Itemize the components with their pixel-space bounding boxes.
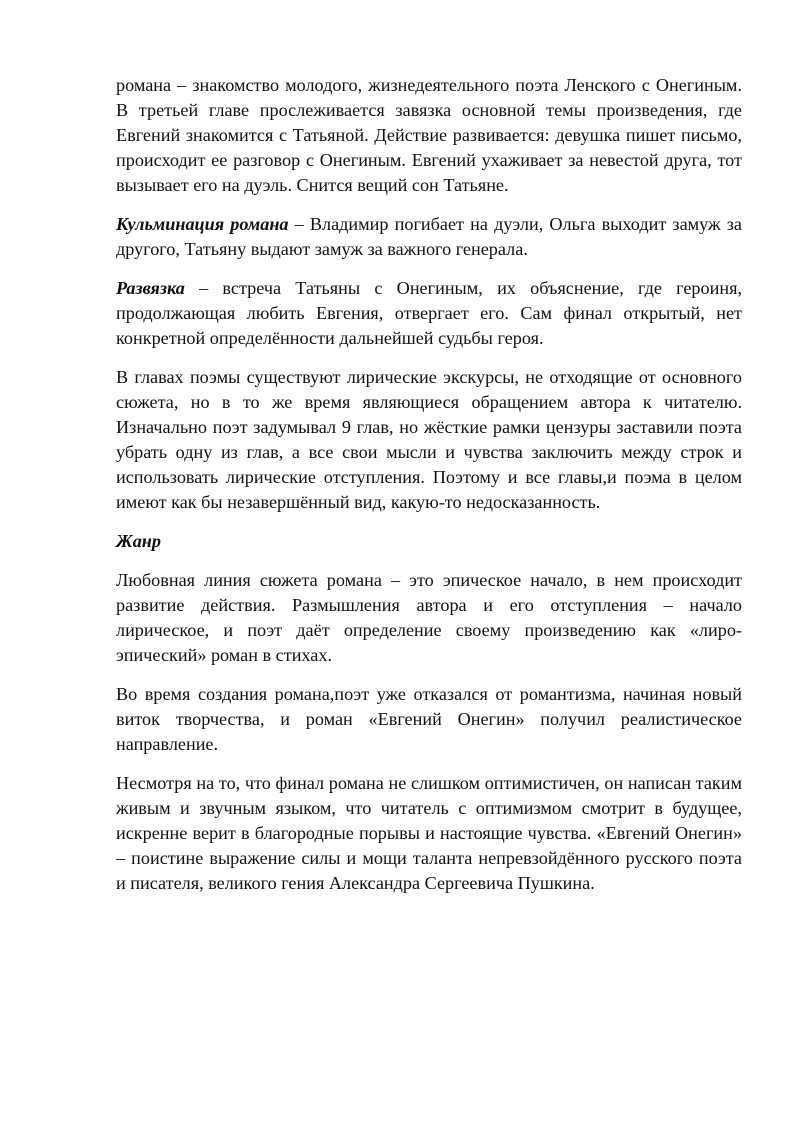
paragraph-climax <box>116 212 742 262</box>
paragraph-denouement <box>116 276 742 351</box>
paragraph-plot-development: романа – знакомство молодого, жизнедеятельного поэта Ленского с Онегиным. В третьей главе прослеживается завязка основной темы произведения, где Евгений знакомится с Татьяной. Действие развивается: девушка пишет письмо, происходит ее разговор с Онегиным. Евгений ухаживает за невестой друга, тот вызывает его на дуэль. Снится вещий сон Татьяне. <box>116 75 742 195</box>
term-climax: Кульминация романа <box>116 214 289 234</box>
climax-text: – Владимир погибает на дуэли, Ольга выходит замуж за другого, Татьяну выдают замуж за важного генерала. <box>116 214 742 259</box>
denouement-text: – встреча Татьяны с Онегиным, их объяснение, где героиня, продолжающая любить Евгения, отвергает его. Сам финал открытый, нет конкретной определённости дальнейшей судьбы героя. <box>116 278 742 348</box>
term-denouement: Развязка <box>116 278 185 298</box>
paragraph-lyrical-digressions: В главах поэмы существуют лирические экскурсы, не отходящие от основного сюжета, но в то же время являющиеся обращением автора к читателю. Изначально поэт задумывал 9 глав, но жёсткие рамки цензуры заставили поэта убрать одну из глав, а все свои мысли и чувства заключить между строк и использовать лирические отступления. Поэтому и все главы,и поэма в целом имеют как бы незавершённый вид, какую-то недосказанность. <box>116 367 742 512</box>
paragraph-genre-love-line: Любовная линия сюжета романа – это эпическое начало, в нем происходит развитие действия. Размышления автора и его отступления – начало лирическое, и поэт даёт определение своему произведению как «лиро-эпический» роман в стихах. <box>116 570 742 665</box>
paragraph-genre-realism: Во время создания романа,поэт уже отказался от романтизма, начиная новый виток творчества, и роман «Евгений Онегин» получил реалистическое направление. <box>116 684 742 754</box>
section-heading-genre: Жанр <box>116 531 161 551</box>
paragraph-conclusion: Несмотря на то, что финал романа не слишком оптимистичен, он написан таким живым и звучным языком, что читатель с оптимизмом смотрит в будущее, искренне верит в благородные порывы и настоящие чувства. «Евгений Онегин» – поистине выражение силы и мощи таланта непревзойдённого русского поэта и писателя, великого гения Александра Сергеевича Пушкина. <box>116 773 742 893</box>
